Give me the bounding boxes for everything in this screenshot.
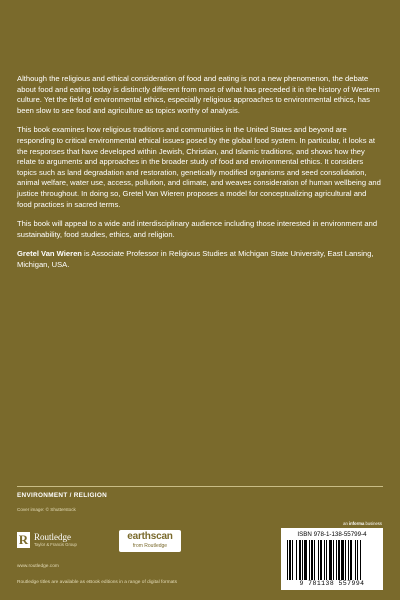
barcode-digits: 9 781138 557994 xyxy=(299,580,365,587)
informa-prefix: an xyxy=(343,521,349,526)
earthscan-subtitle: from Routledge xyxy=(132,543,168,549)
blurb-paragraph-2: This book examines how religious traditions and communities in the United States and beyond are responding to critical environmental ethical issues posed by the global food system. In particular, it looks at the responses that have developed within Jewish, Christian, and Islamic traditions, and shows how they relate to arguments and approaches in the broader study of food and environmental ethics. It considers topics such as land degradation and restoration, genetically modified organisms and seed consolidation, animal welfare, water use, access, pollution, and climate, and weaves consideration of human wellbeing and justice throughout. In doing so, Gretel Van Wieren proposes a model for conceptualizing agricultural and food practices in sacred terms. xyxy=(17,125,381,209)
informa-brand: informa xyxy=(348,521,365,526)
cover-credit: Cover image: © Shutterstock xyxy=(17,507,76,512)
informa-suffix: business xyxy=(364,521,382,526)
barcode-box xyxy=(281,528,383,590)
routledge-logo xyxy=(17,532,77,548)
isbn-label: ISBN 978-1-138-55799-4 xyxy=(297,531,367,538)
barcode-icon xyxy=(287,540,377,580)
earthscan-name: earthscan xyxy=(127,531,173,542)
back-cover-blurb xyxy=(17,74,383,280)
earthscan-logo xyxy=(119,530,181,552)
blurb-paragraph-3: This book will appeal to a wide and interdisciplinary audience including those interested in environment and sustainability, food studies, ethics, and religion. xyxy=(17,219,378,239)
ebook-note: Routledge titles are available as eBook editions in a range of digital formats xyxy=(17,580,177,585)
author-bio xyxy=(17,249,383,270)
blurb-paragraph-1: Although the religious and ethical consideration of food and eating is not a new phenomenon, the debate about food and eating today is distinctly different from most of what has preceded it in the history of Western culture. Yet the field of environmental ethics, especially religious approaches to environmental ethics, has been slow to see food and agriculture as topics worthy of analysis. xyxy=(17,74,380,115)
routledge-name: Routledge xyxy=(34,531,71,542)
divider xyxy=(17,486,383,487)
routledge-r-icon: R xyxy=(18,532,29,547)
routledge-subtitle: Taylor & Francis Group xyxy=(34,541,77,547)
publisher-url: www.routledge.com xyxy=(17,564,59,569)
author-bio-text: is Associate Professor in Religious Studies at Michigan State University, East Lansing, Michigan, USA. xyxy=(17,249,374,269)
informa-business-label xyxy=(343,521,382,526)
author-name: Gretel Van Wieren xyxy=(17,249,82,259)
subject-category: ENVIRONMENT / RELIGION xyxy=(17,492,108,499)
